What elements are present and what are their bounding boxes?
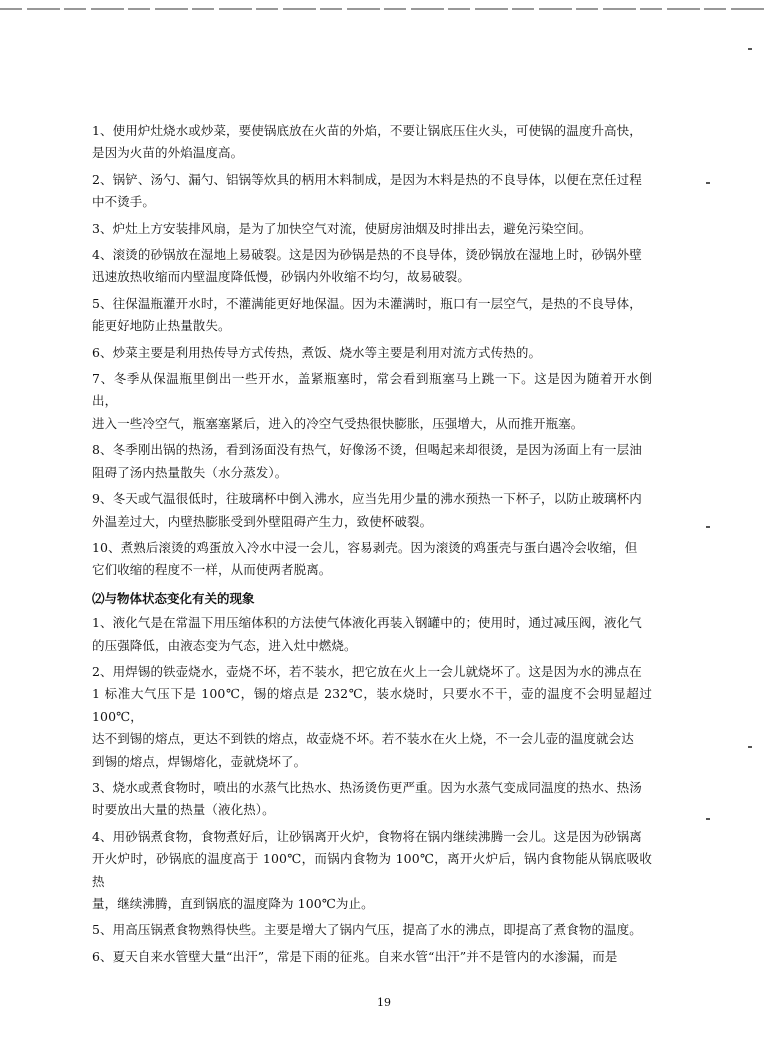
scan-top-edge — [0, 8, 768, 10]
scan-speck — [748, 48, 752, 50]
page-number: 19 — [377, 996, 391, 1009]
scan-speck — [706, 526, 710, 528]
scan-speck — [748, 746, 752, 748]
paragraph: 8、冬季刚出锅的热汤，看到汤面没有热气，好像汤不烫，但喝起来却很烫，是因为汤面上有一层油 阻碍了汤内热量散失（水分蒸发）。 — [92, 442, 642, 480]
scan-speck — [706, 182, 710, 184]
paragraph: 4、用砂锅煮食物，食物煮好后，让砂锅离开火炉，食物将在锅内继续沸腾一会儿。这是因为砂锅离 开火炉时，砂锅底的温度高于 100℃，而锅内食物为 100℃，离开火炉后，锅内食物能从锅底吸收热 量，继续沸腾，直到锅底的温度降为 100℃为止。 — [92, 828, 652, 911]
paragraph: 1、液化气是在常温下用压缩体积的方法使气体液化再装入钢罐中的；使用时，通过减压阀，液化气 的压强降低，由液态变为气态，进入灶中燃烧。 — [92, 615, 642, 653]
paragraph: 5、用高压锅煮食物熟得快些。主要是增大了锅内气压，提高了水的沸点，即提高了煮食物的温度。 — [92, 922, 642, 938]
section-heading: ⑵与物体状态变化有关的现象 — [92, 590, 255, 606]
paragraph: 4、滚烫的砂锅放在湿地上易破裂。这是因为砂锅是热的不良导体，烫砂锅放在湿地上时，砂锅外壁 迅速放热收缩而内壁温度降低慢，砂锅内外收缩不均匀，故易破裂。 — [92, 247, 642, 285]
paragraph: 1、使用炉灶烧水或炒菜，要使锅底放在火苗的外焰，不要让锅底压住火头，可使锅的温度升高快， 是因为火苗的外焰温度高。 — [92, 123, 642, 161]
paragraph: 5、往保温瓶灌开水时，不灌满能更好地保温。因为未灌满时，瓶口有一层空气，是热的不良导体， 能更好地防止热量散失。 — [92, 295, 642, 334]
scan-speck — [706, 818, 710, 820]
paragraph: 6、夏天自来水管壁大量“出汗”，常是下雨的征兆。自来水管“出汗”并不是管内的水渗漏，而是 — [92, 948, 618, 964]
paragraph: 3、烧水或煮食物时，喷出的水蒸气比热水、热汤烫伤更严重。因为水蒸气变成同温度的热水、热汤 时要放出大量的热量（液化热）。 — [92, 779, 642, 818]
paragraph: 9、冬天或气温很低时，往玻璃杯中倒入沸水，应当先用少量的沸水预热一下杯子，以防止玻璃杯内 外温差过大，内壁热膨胀受到外壁阻碍产生力，致使杯破裂。 — [92, 491, 642, 529]
paragraph: 7、冬季从保温瓶里倒出一些开水，盖紧瓶塞时，常会看到瓶塞马上跳一下。这是因为随着开水倒出， 进入一些冷空气，瓶塞塞紧后，进入的冷空气受热很快膨胀，压强增大，从而推开瓶塞。 — [92, 371, 652, 431]
paragraph: 6、炒菜主要是利用热传导方式传热，煮饭、烧水等主要是利用对流方式传热的。 — [92, 344, 542, 360]
paragraph: 10、煮熟后滚烫的鸡蛋放入冷水中浸一会儿，容易剥壳。因为滚烫的鸡蛋壳与蛋白遇冷会收缩，但 它们收缩的程度不一样，从而使两者脱离。 — [92, 539, 638, 578]
paragraph: 2、锅铲、汤勺、漏勺、铝锅等炊具的柄用木料制成，是因为木料是热的不良导体，以便在烹任过程 中不烫手。 — [92, 171, 642, 210]
document-body — [92, 120, 652, 968]
paragraph: 3、炉灶上方安装排风扇，是为了加快空气对流，使厨房油烟及时排出去，避免污染空间。 — [92, 220, 592, 236]
paragraph: 2、用焊锡的铁壶烧水，壶烧不坏，若不装水，把它放在火上一会儿就烧坏了。这是因为水的沸点在 1 标准大气压下是 100℃，锡的熔点是 232℃，装水烧时，只要水不干，壶的温度不会明显超过 100℃， 达不到锡的熔点，更达不到铁的熔点，故壶烧不坏。若不装水在火上烧，不一会儿壶的温度就会达 到锡的熔点，焊锡熔化，壶就烧坏了。 — [92, 663, 652, 769]
